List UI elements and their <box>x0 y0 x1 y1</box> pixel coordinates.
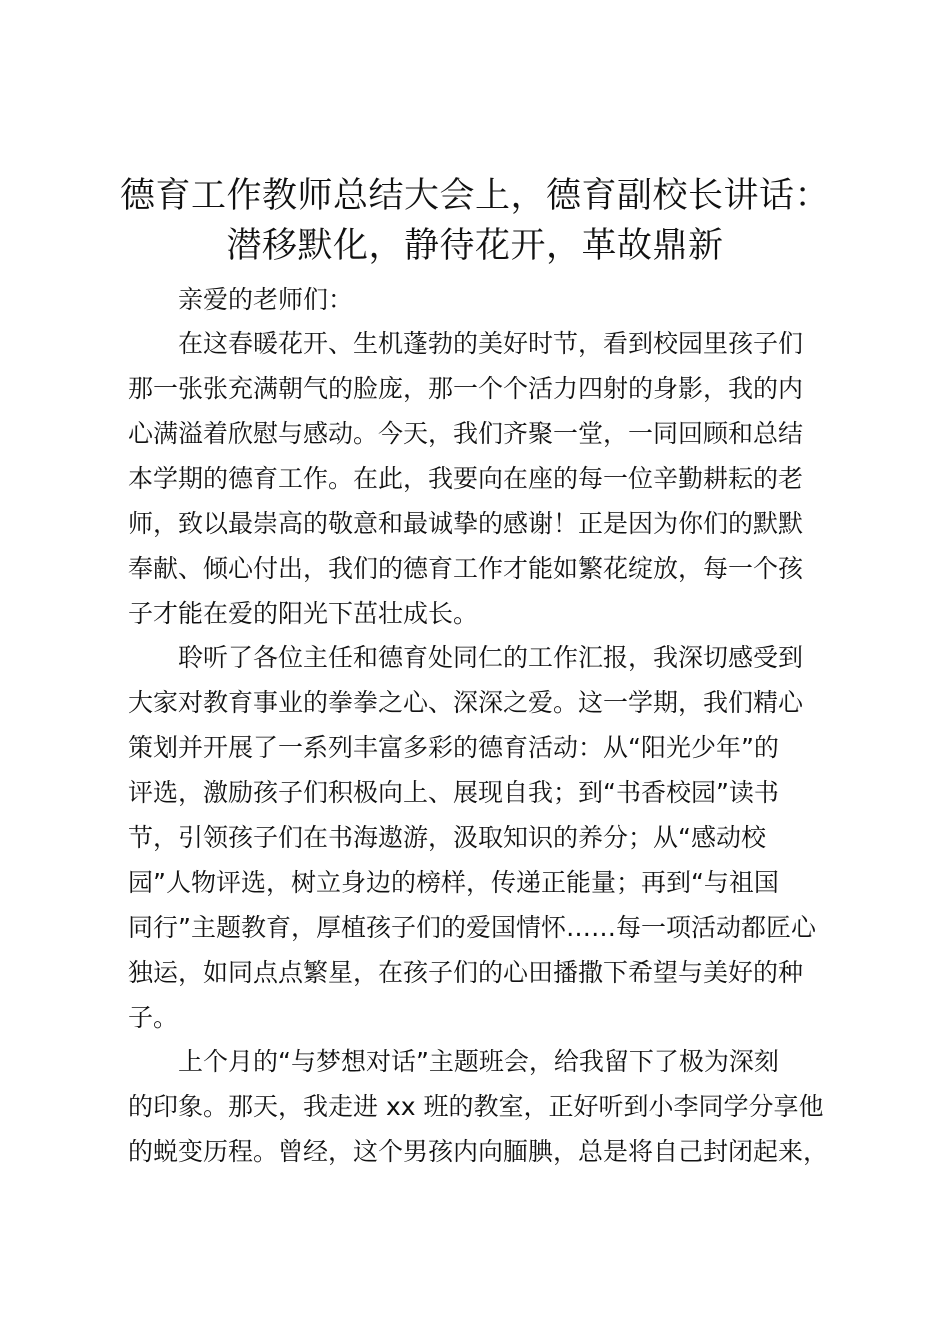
paragraph-2-line-5: 节，引领孩子们在书海遨游，汲取知识的养分；从“感动校 <box>128 823 766 852</box>
greeting: 亲爱的老师们： <box>178 285 354 314</box>
document-title-line-1: 德育工作教师总结大会上，德育副校长讲话： <box>119 176 830 216</box>
paragraph-2-line-4: 评选，激励孩子们积极向上、展现自我；到“书香校园”读书 <box>128 778 779 807</box>
paragraph-3-line-2: 的印象。那天，我走进 xx 班的教室，正好听到小李同学分享他 <box>128 1092 824 1121</box>
paragraph-2-line-9: 子。 <box>128 1003 179 1032</box>
paragraph-1-line-1: 在这春暖花开、生机蓬勃的美好时节，看到校园里孩子们 <box>178 329 804 358</box>
paragraph-1-line-2: 那一张张充满朝气的脸庞，那一个个活力四射的身影，我的内 <box>128 374 804 403</box>
paragraph-2-line-6: 园”人物评选，树立身边的榜样，传递正能量；再到“与祖国 <box>128 868 779 897</box>
paragraph-1-line-3: 心满溢着欣慰与感动。今天，我们齐聚一堂，一同回顾和总结 <box>128 419 804 448</box>
paragraph-1-line-5: 师，致以最崇高的敬意和最诚挚的感谢！正是因为你们的默默 <box>128 509 804 538</box>
paragraph-1-line-6: 奉献、倾心付出，我们的德育工作才能如繁花绽放，每一个孩 <box>128 554 804 583</box>
paragraph-3-line-1: 上个月的“与梦想对话”主题班会，给我留下了极为深刻 <box>178 1047 779 1076</box>
paragraph-2-line-7: 同行”主题教育，厚植孩子们的爱国情怀……每一项活动都匠心 <box>128 913 816 942</box>
paragraph-1-line-4: 本学期的德育工作。在此，我要向在座的每一位辛勤耕耘的老 <box>128 464 804 493</box>
paragraph-1-line-7: 子才能在爱的阳光下茁壮成长。 <box>128 599 479 628</box>
paragraph-2-line-2: 大家对教育事业的拳拳之心、深深之爱。这一学期，我们精心 <box>128 688 804 717</box>
paragraph-3-line-3: 的蜕变历程。曾经，这个男孩内向腼腆，总是将自己封闭起来， <box>128 1137 829 1166</box>
document-title-line-2: 潜移默化，静待花开，革故鼎新 <box>226 226 724 266</box>
paragraph-2-line-1: 聆听了各位主任和德育处同仁的工作汇报，我深切感受到 <box>178 643 804 672</box>
paragraph-2-line-8: 独运，如同点点繁星，在孩子们的心田播撒下希望与美好的种 <box>128 958 804 987</box>
paragraph-2-line-3: 策划并开展了一系列丰富多彩的德育活动：从“阳光少年”的 <box>128 733 779 762</box>
